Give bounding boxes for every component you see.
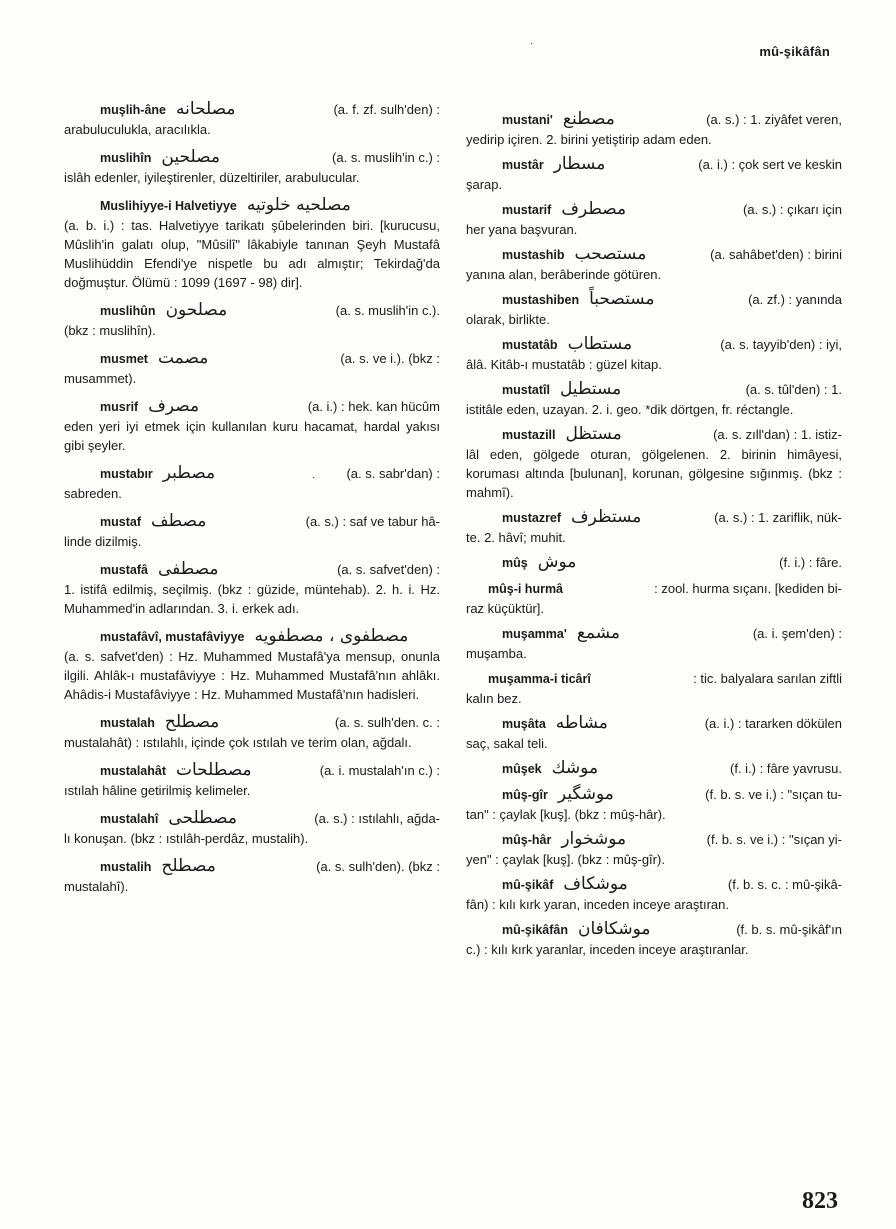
entry-definition-continued: şarap. — [466, 177, 503, 192]
entry-definition-continued: fân) : kılı kırk yaran, inceden inceye araştıran. — [466, 897, 730, 912]
entry-lemma: mustafâ — [100, 563, 148, 577]
entry-arabic-script: مصطبر — [162, 463, 216, 483]
dictionary-entry — [64, 100, 440, 139]
dictionary-entry — [64, 196, 440, 292]
entry-head-line — [466, 759, 842, 779]
right-column — [466, 110, 842, 965]
entry-arabic-script: مصطرف — [561, 199, 627, 219]
entry-definition-continued: 1. istifâ edilmiş, seçilmiş. (bkz : güzide, müntehab). 2. h. i. Hz. Muhammed'in adlarından. 3. i. erkek adı. — [64, 582, 440, 616]
entry-definition-continued: sabreden. — [64, 486, 122, 501]
entry-definition-start: (a. s. sulh'den. c. : — [334, 715, 440, 730]
entry-arabic-script: مشاطه — [555, 713, 608, 733]
entry-arabic-script: موشكافان — [578, 919, 651, 939]
entry-definition-continued: saç, sakal teli. — [466, 736, 548, 751]
entry-lemma: muşâta — [502, 717, 546, 731]
entry-head-line — [64, 397, 440, 417]
entry-definition-start: (f. b. s. mû-şikâf'ın — [736, 922, 842, 937]
entry-lemma: musrif — [100, 400, 139, 414]
entry-definition-start: (a. s. zıll'dan) : 1. istiz- — [713, 427, 842, 442]
entry-definition-continued: lâl eden, gölgede oturan, gölgelenen. 2. birinin himâyesi, koruması altında [bulunan], korunan, gölgesine sığınmış. (bkz : mahmî). — [466, 447, 842, 500]
dictionary-entry — [466, 579, 842, 618]
entry-lemma: mustalah — [100, 716, 155, 730]
entry-head-line — [466, 669, 842, 689]
entry-lemma: muşlih-âne — [100, 103, 166, 117]
entry-lemma: mûş — [502, 556, 528, 570]
entry-lemma: mûş-gîr — [502, 788, 548, 802]
entry-arabic-script: مصلحين — [161, 147, 220, 167]
entry-definition-start: : tic. balyalara sarılan ziftli — [693, 671, 842, 686]
entry-head-line — [466, 785, 842, 805]
entry-definition-continued: yedirip içiren. 2. birini yetiştirip adam eden. — [466, 132, 712, 147]
entry-arabic-script: مستظل — [565, 424, 622, 444]
entry-definition-start: (a. i. mustalah'ın c.) : — [319, 763, 440, 778]
entry-definition-continued: lı konuşan. (bkz : ıstılâh-perdâz, mustalih). — [64, 831, 309, 846]
dictionary-entry — [64, 349, 440, 388]
entry-head-line — [466, 579, 842, 599]
entry-definition-continued: kalın bez. — [466, 691, 522, 706]
entry-head-line — [466, 290, 842, 310]
entry-definition-continued: mustalahî). — [64, 879, 129, 894]
entry-head-line — [64, 349, 440, 369]
entry-lemma: mustatâb — [502, 338, 558, 352]
entry-definition-continued: tan" : çaylak [kuş]. (bkz : mûş-hâr). — [466, 807, 666, 822]
entry-head-line — [466, 624, 842, 644]
entry-lemma: mustazill — [502, 428, 556, 442]
dictionary-entry — [64, 512, 440, 551]
entry-arabic-script: مستطيل — [559, 379, 622, 399]
entry-definition-start: (a. i.) : çok sert ve keskin — [698, 157, 842, 172]
entry-arabic-script: مصطلحى — [168, 808, 237, 828]
dictionary-entry — [64, 301, 440, 340]
entry-arabic-script: مصرف — [148, 396, 200, 416]
entry-definition-start: (f. b. s. c. : mû-şikâ- — [727, 877, 842, 892]
entry-lemma: mustalahât — [100, 764, 166, 778]
entry-head-line — [64, 560, 440, 580]
entry-definition-start: (a. i.) : tararken dökülen — [704, 716, 842, 731]
entry-definition-start: (f. b. s. ve i.) : "sıçan yi- — [706, 832, 842, 847]
entry-arabic-script: مصطفوى ، مصطفويه — [254, 626, 409, 646]
entry-lemma: mustabır — [100, 467, 153, 481]
entry-arabic-script: موشكاف — [563, 874, 628, 894]
entry-arabic-script: مصطنع — [562, 109, 615, 129]
entry-head-line — [64, 512, 440, 532]
entry-arabic-script: مصلحيه خلوتيه — [246, 195, 351, 215]
entry-definition-start: (a. i. şem'den) : — [752, 626, 842, 641]
entry-lemma: muşamma' — [502, 627, 567, 641]
entry-lemma: mustalahî — [100, 812, 159, 826]
entry-definition-start: (a. f. zf. sulh'den) : — [333, 102, 440, 117]
entry-arabic-script: مسطار — [553, 154, 606, 174]
entry-arabic-script: موش — [537, 552, 577, 572]
entry-lemma: mûşek — [502, 762, 542, 776]
entry-arabic-script: مصطفى — [157, 559, 219, 579]
entry-definition-continued: yanına alan, berâberinde götüren. — [466, 267, 662, 282]
entry-head-line — [466, 875, 842, 895]
entry-head-line — [466, 245, 842, 265]
entry-head-line — [64, 761, 440, 781]
dictionary-entry — [466, 290, 842, 329]
dictionary-entry — [466, 155, 842, 194]
entry-head-line — [64, 713, 440, 733]
entry-lemma: mustâr — [502, 158, 544, 172]
entry-definition-start: (a. s.) : ıstılahlı, ağda- — [314, 811, 440, 826]
entry-definition-start: : zool. hurma sıçanı. [kediden bi- — [654, 581, 842, 596]
dictionary-entry — [466, 335, 842, 374]
dictionary-entry — [466, 759, 842, 779]
entry-definition-start: (a. s.) : saf ve tabur hâ- — [305, 514, 440, 529]
dictionary-entry — [466, 624, 842, 663]
entry-arabic-script: مصطف — [150, 511, 207, 531]
dictionary-entry — [466, 875, 842, 914]
entry-head-line — [466, 335, 842, 355]
dictionary-entry — [64, 809, 440, 848]
entry-definition-start: (a. s. sulh'den). (bkz : — [316, 859, 440, 874]
dictionary-entry — [64, 148, 440, 187]
entry-definition-continued: olarak, birlikte. — [466, 312, 550, 327]
entry-definition-continued: islâh edenler, iyileştirenler, düzeltiriler, arabulucular. — [64, 170, 360, 185]
entry-arabic-script: موشگير — [557, 784, 614, 804]
dictionary-entry — [466, 553, 842, 573]
dictionary-entry — [64, 397, 440, 455]
entry-definition-start: (a. s. muslih'in c.) : — [332, 150, 440, 165]
entry-arabic-script: مستصحباً — [589, 289, 655, 309]
entry-definition-start: (f. b. s. ve i.) : "sıçan tu- — [705, 787, 842, 802]
entry-definition-start: (a. s. tayyib'den) : iyi, — [720, 337, 842, 352]
entry-definition-continued: istitâle eden, uzayan. 2. i. geo. *dik dörtgen, fr. réctangle. — [466, 402, 794, 417]
entry-arabic-script: مستصحب — [574, 244, 647, 264]
entry-definition-continued: musammet). — [64, 371, 137, 386]
entry-lemma: mustashib — [502, 248, 565, 262]
entry-definition-continued: âlâ. Kitâb-ı mustatâb : güzel kitap. — [466, 357, 662, 372]
entry-definition-continued: muşamba. — [466, 646, 527, 661]
entry-head-line — [466, 425, 842, 445]
entry-definition-start: (a. s. muslih'in c.). — [335, 303, 440, 318]
entry-arabic-script: مصطلح — [161, 856, 216, 876]
entry-definition-start: (a. s.) : 1. zariflik, nük- — [714, 510, 842, 525]
dictionary-entry — [64, 560, 440, 618]
entry-definition-continued: ıstılah hâline getirilmiş kelimeler. — [64, 783, 251, 798]
entry-arabic-script: مصلحانه — [176, 99, 236, 119]
dictionary-entry — [64, 464, 440, 503]
dictionary-entry — [466, 200, 842, 239]
entry-lemma: mû-şikâf — [502, 878, 554, 892]
dictionary-entry — [64, 713, 440, 752]
entry-definition-continued: (a. s. safvet'den) : Hz. Muhammed Mustafâ'ya mensup, onunla ilgili. Ahlâk-ı mustafâviyye : Hz. Muhammed Mustafâ'nın ahlâkı. Ahâdis-i Mustafâviyye : Hz. Muhammed Mustafâ'nın hadisleri. — [64, 649, 440, 702]
entry-head-line — [64, 809, 440, 829]
entry-definition-start: (f. i.) : fâre. — [779, 555, 842, 570]
dictionary-entry — [64, 857, 440, 896]
entry-lemma: mustalih — [100, 860, 152, 874]
entry-definition-continued: mustalahât) : ıstılahlı, içinde çok ıstılah ve terim olan, ağdalı. — [64, 735, 412, 750]
entry-definition-start: (a. s. safvet'den) : — [337, 562, 440, 577]
entry-arabic-script: مستظرف — [571, 507, 642, 527]
entry-lemma: muslihîn — [100, 151, 152, 165]
entry-lemma: Muslihiyye-i Halvetiyye — [100, 199, 237, 213]
entry-head-line — [466, 110, 842, 130]
entry-definition-continued: yen" : çaylak [kuş]. (bkz : mûş-gîr). — [466, 852, 665, 867]
entry-head-line — [466, 920, 842, 940]
entry-definition-continued: (bkz : muslihîn). — [64, 323, 156, 338]
entry-head-line — [64, 301, 440, 321]
entry-definition-start: (f. i.) : fâre yavrusu. — [730, 761, 842, 776]
entry-head-line — [64, 148, 440, 168]
dictionary-entry — [466, 920, 842, 959]
entry-head-line — [466, 200, 842, 220]
entry-arabic-script: مصمت — [157, 348, 209, 368]
entry-arabic-script: موشك — [551, 758, 599, 778]
print-speck: · — [530, 38, 534, 49]
entry-lemma: mustani' — [502, 113, 553, 127]
entry-definition-start: (a. i.) : hek. kan hücûm — [307, 399, 440, 414]
dictionary-entry — [466, 110, 842, 149]
entry-head-line — [64, 196, 440, 216]
entry-lemma: mû-şikâfân — [502, 923, 568, 937]
page-header-guide-word: mû-şikâfân — [759, 44, 830, 59]
entry-definition-start: (a. s. tûl'den) : 1. — [745, 382, 842, 397]
dictionary-entry — [466, 830, 842, 869]
entry-arabic-script: مصلحون — [165, 300, 228, 320]
print-speck: · — [312, 472, 316, 483]
entry-lemma: mustashiben — [502, 293, 580, 307]
entry-arabic-script: موشخوار — [561, 829, 627, 849]
dictionary-entry — [466, 669, 842, 708]
page-number: 823 — [802, 1188, 838, 1214]
entry-definition-start: (a. s.) : çıkarı için — [743, 202, 842, 217]
entry-lemma: mustarif — [502, 203, 552, 217]
entry-definition-continued: (a. b. i.) : tas. Halvetiyye tarikatı şûbelerinden biri. [kurucusu, Mûslih'in galatı olup, "Mûsilî" lâkabiyle tanınan Şeyh Mustafâ Muslihüddin Efendi'ye nispetle bu adı almıştır; Tekirdağ'da doğmuştur. Ölümü : 1099 (1697 - 98) dir]. — [64, 218, 440, 290]
entry-head-line — [466, 155, 842, 175]
dictionary-entry — [466, 785, 842, 824]
entry-lemma: mûş-hâr — [502, 833, 552, 847]
entry-definition-continued: c.) : kılı kırk yaranlar, inceden inceye araştıranlar. — [466, 942, 749, 957]
entry-head-line — [466, 830, 842, 850]
dictionary-entry — [466, 245, 842, 284]
entry-head-line — [64, 464, 440, 484]
entry-definition-continued: her yana başvuran. — [466, 222, 578, 237]
entry-definition-continued: te. 2. hâvî; muhit. — [466, 530, 566, 545]
entry-definition-continued: eden yeri iyi etmek için kullanılan kuru hacamat, hardal yakısı gibi şeyler. — [64, 419, 440, 453]
entry-arabic-script: مصطلحات — [176, 760, 252, 780]
entry-lemma: muşamma-i ticârî — [488, 672, 591, 686]
entry-definition-continued: arabuluculukla, aracılıkla. — [64, 122, 211, 137]
dictionary-entry — [64, 761, 440, 800]
entry-arabic-script: مستطاب — [567, 334, 633, 354]
entry-definition-start: (a. sahâbet'den) : birini — [710, 247, 842, 262]
entry-arabic-script: مصطلح — [164, 712, 220, 732]
entry-head-line — [64, 857, 440, 877]
entry-lemma: mustafâvî, mustafâviyye — [100, 630, 245, 644]
entry-definition-start: (a. s. sabr'dan) : — [346, 466, 440, 481]
entry-definition-continued: raz küçüktür]. — [466, 601, 545, 616]
entry-definition-start: (a. s.) : 1. ziyâfet veren, — [706, 112, 842, 127]
entry-head-line — [466, 714, 842, 734]
entry-head-line — [466, 380, 842, 400]
entry-head-line — [466, 553, 842, 573]
dictionary-entry — [466, 714, 842, 753]
entry-lemma: muslihûn — [100, 304, 156, 318]
entry-head-line — [466, 508, 842, 528]
entry-definition-start: (a. zf.) : yanında — [748, 292, 842, 307]
entry-lemma: musmet — [100, 352, 148, 366]
dictionary-entry — [466, 380, 842, 419]
left-column — [64, 100, 440, 905]
dictionary-entry — [466, 425, 842, 502]
entry-definition-start: (a. s. ve i.). (bkz : — [340, 351, 440, 366]
dictionary-entry — [466, 508, 842, 547]
entry-lemma: mustazref — [502, 511, 562, 525]
entry-lemma: mustatîl — [502, 383, 550, 397]
entry-lemma: mûş-i hurmâ — [488, 582, 564, 596]
entry-arabic-script: مشمع — [576, 623, 620, 643]
entry-head-line — [64, 627, 440, 647]
entry-lemma: mustaf — [100, 515, 141, 529]
entry-definition-continued: linde dizilmiş. — [64, 534, 142, 549]
dictionary-entry — [64, 627, 440, 704]
entry-head-line — [64, 100, 440, 120]
